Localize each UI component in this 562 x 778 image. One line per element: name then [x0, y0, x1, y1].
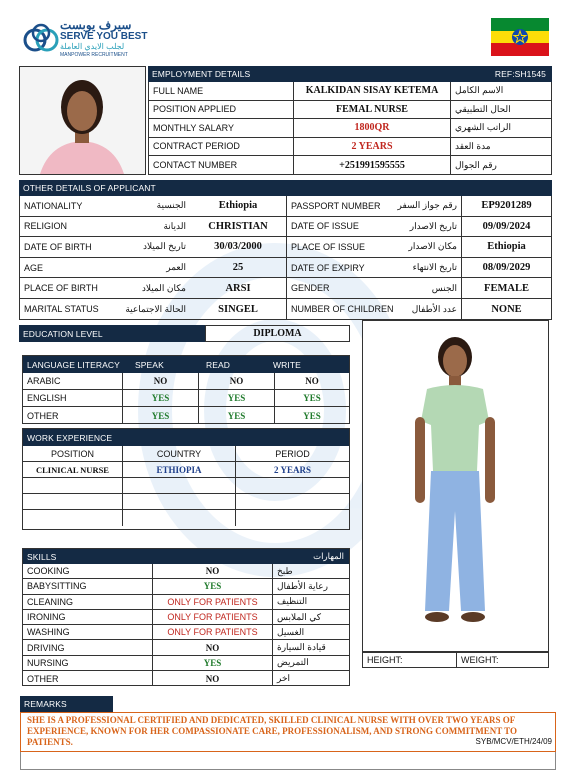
ethiopia-flag-icon	[491, 18, 549, 56]
company-logo	[22, 18, 162, 62]
skill-name-arabic: الغسيل	[277, 626, 305, 637]
language-read: YES	[199, 390, 275, 406]
work-columns	[23, 446, 349, 462]
employment-label: CONTRACT PERIOD	[149, 138, 294, 156]
language-header-read: READ	[206, 360, 231, 370]
employment-label-arabic: الراتب الشهري	[455, 122, 511, 133]
employment-row	[149, 119, 551, 138]
remarks-text: SHE IS A PROFESSIONAL CERTIFIED AND DEDICATED, SKILLED CLINICAL NURSE WITH OVER TWO YEARS OF EXPERIENCE, KNOWN FOR HER COMPASSIONATE CARE, PROFESSIONALISM, AND STRONG COMMITMENT TO PATIENTS.	[27, 715, 517, 747]
logo-sub-arabic: لجلب الايدي العاملة	[60, 42, 125, 51]
employment-row	[149, 138, 551, 157]
employment-header	[148, 66, 552, 82]
language-name: ARABIC	[23, 373, 123, 389]
other-value: 25	[190, 258, 287, 278]
skill-name: COOKING	[23, 564, 153, 578]
work-period	[236, 494, 349, 509]
remarks-header	[20, 696, 113, 712]
other-label: RELIGION	[24, 221, 68, 232]
other-details-row	[20, 217, 551, 238]
skill-value: YES	[153, 579, 273, 593]
other-label: DATE OF EXPIRY	[291, 262, 365, 273]
other-value: NONE	[491, 303, 522, 315]
other-label-arabic: تاريخ الانتهاء	[382, 258, 462, 278]
skill-row	[23, 640, 349, 655]
language-header-speak: SPEAK	[135, 360, 164, 370]
skills-table	[22, 548, 350, 686]
other-value: Ethiopia	[487, 241, 526, 253]
other-label-arabic: الديانة	[163, 220, 186, 231]
skill-name: IRONING	[23, 610, 153, 624]
other-label-arabic: عدد الأطفال	[382, 299, 462, 320]
measurements-row	[362, 652, 549, 668]
other-label-arabic: رقم جواز السفر	[382, 196, 462, 216]
employment-label: CONTACT NUMBER	[149, 156, 294, 175]
work-position	[23, 510, 123, 526]
language-read: YES	[199, 407, 275, 424]
skill-name: BABYSITTING	[23, 579, 153, 593]
skill-name: NURSING	[23, 656, 153, 670]
other-label: PLACE OF BIRTH	[24, 283, 98, 294]
other-details-row	[20, 299, 551, 320]
skill-value: ONLY FOR PATIENTS	[153, 595, 273, 609]
work-country	[123, 494, 236, 509]
employment-value: FEMAL NURSE	[294, 101, 451, 119]
employment-row	[149, 82, 551, 101]
work-col-country: COUNTRY	[123, 446, 236, 461]
skill-name: WASHING	[23, 625, 153, 639]
other-details-header	[19, 180, 552, 196]
full-body-photo	[362, 320, 549, 652]
work-position	[23, 494, 123, 509]
skill-name: CLEANING	[23, 595, 153, 609]
language-speak: YES	[123, 407, 199, 424]
other-label: DATE OF ISSUE	[291, 221, 359, 232]
other-details-row	[20, 237, 551, 258]
education-value: DIPLOMA	[205, 325, 350, 342]
other-label: GENDER	[291, 283, 330, 294]
weight-label: WEIGHT:	[461, 655, 499, 665]
other-value: Ethiopia	[190, 196, 287, 216]
skills-title-arabic: المهارات	[313, 551, 344, 561]
skill-name: OTHER	[23, 671, 153, 686]
skill-row	[23, 671, 349, 686]
other-value: FEMALE	[484, 282, 529, 294]
work-title: WORK EXPERIENCE	[27, 433, 113, 443]
language-header-title: LANGUAGE LITERACY	[27, 360, 120, 370]
language-write: YES	[303, 410, 321, 421]
logo-tagline: MANPOWER RECRUITMENT	[60, 52, 128, 58]
skill-row	[23, 564, 349, 579]
employment-value: KALKIDAN SISAY KETEMA	[294, 82, 451, 100]
other-value: 08/09/2029	[482, 262, 531, 274]
skill-name-arabic: طبخ	[277, 565, 293, 576]
other-label-arabic: تاريخ الميلاد	[143, 241, 186, 252]
employment-value: +251991595555	[294, 156, 451, 175]
full-body-image	[363, 321, 548, 651]
skill-name-arabic: التنظيف	[277, 596, 308, 607]
other-label: PLACE OF ISSUE	[291, 241, 366, 252]
skill-value: NO	[153, 640, 273, 654]
employment-label: MONTHLY SALARY	[149, 119, 294, 137]
skill-value: ONLY FOR PATIENTS	[153, 625, 273, 639]
other-label-arabic: مكان الميلاد	[141, 282, 186, 293]
other-value: EP9201289	[481, 200, 532, 212]
work-header	[23, 429, 349, 446]
language-read: NO	[199, 373, 275, 389]
other-details-table	[19, 196, 552, 320]
language-speak: NO	[123, 373, 199, 389]
work-country: ETHIOPIA	[123, 462, 236, 477]
language-write: NO	[305, 376, 319, 386]
work-country	[123, 510, 236, 526]
work-experience-table	[22, 428, 350, 530]
other-label-arabic: العمر	[166, 262, 186, 273]
language-header-write: WRITE	[273, 360, 301, 370]
language-header	[23, 356, 349, 373]
education-label: EDUCATION LEVEL	[23, 329, 103, 339]
logo-name: SERVE YOU BEST	[60, 31, 148, 42]
other-value: 09/09/2024	[482, 220, 531, 232]
work-position	[23, 478, 123, 493]
work-period: 2 YEARS	[274, 464, 311, 475]
skills-header	[23, 549, 349, 564]
passport-photo	[19, 66, 146, 175]
employment-table	[148, 82, 552, 175]
work-country	[123, 478, 236, 493]
skill-value: ONLY FOR PATIENTS	[153, 610, 273, 624]
language-speak: YES	[123, 390, 199, 406]
skill-row	[23, 595, 349, 610]
skill-name-arabic: قيادة السيارة	[277, 642, 326, 653]
education-header	[19, 325, 205, 342]
work-position: CLINICAL NURSE	[23, 462, 123, 477]
language-table	[22, 355, 350, 424]
language-write: YES	[303, 393, 321, 403]
language-row	[23, 407, 349, 424]
other-label-arabic: مكان الاصدار	[382, 237, 462, 257]
remarks-title: REMARKS	[24, 699, 67, 709]
skill-value: YES	[153, 656, 273, 670]
work-row	[23, 494, 349, 510]
other-details-row	[20, 196, 551, 217]
work-row	[23, 510, 349, 526]
employment-row	[149, 101, 551, 120]
work-col-position: POSITION	[23, 446, 123, 461]
work-row	[23, 478, 349, 494]
employment-label-arabic: رقم الجوال	[455, 159, 497, 170]
work-period	[236, 510, 349, 526]
other-value: CHRISTIAN	[190, 217, 287, 237]
skill-value: NO	[153, 564, 273, 578]
skill-row	[23, 625, 349, 640]
other-label: NUMBER OF CHILDREN	[291, 304, 394, 315]
employment-label: POSITION APPLIED	[149, 101, 294, 119]
other-label-arabic: الحالة الاجتماعية	[125, 303, 186, 314]
portrait-image	[20, 67, 145, 174]
employment-label-arabic: الاسم الكامل	[455, 85, 504, 96]
remarks-blank-row	[20, 752, 556, 770]
logo-knot-icon	[22, 22, 60, 58]
skill-name-arabic: كي الملابس	[277, 611, 322, 622]
other-value: ARSI	[190, 278, 287, 298]
other-label-arabic: الجنس	[382, 278, 462, 298]
other-details-row	[20, 278, 551, 299]
work-col-period: PERIOD	[275, 448, 310, 459]
other-value: SINGEL	[190, 299, 287, 320]
language-row	[23, 373, 349, 390]
skill-name-arabic: التمريض	[277, 657, 309, 668]
other-label: NATIONALITY	[24, 200, 83, 211]
ref-number: REF:SH1545	[494, 69, 546, 79]
employment-title: EMPLOYMENT DETAILS	[152, 69, 251, 79]
other-value: 30/03/2000	[190, 237, 287, 257]
employment-value: 2 YEARS	[294, 138, 451, 156]
skill-row	[23, 579, 349, 594]
language-name: OTHER	[23, 407, 123, 424]
other-details-title: OTHER DETAILS OF APPLICANT	[23, 183, 156, 193]
language-row	[23, 390, 349, 407]
other-details-row	[20, 258, 551, 279]
other-label: MARITAL STATUS	[24, 304, 99, 315]
other-label: AGE	[24, 262, 44, 273]
height-label: HEIGHT:	[363, 653, 457, 667]
skill-name-arabic: رعاية الأطفال	[277, 580, 328, 591]
work-row	[23, 462, 349, 478]
skill-row	[23, 656, 349, 671]
other-label-arabic: الجنسية	[156, 200, 186, 211]
skills-title: SKILLS	[27, 552, 57, 562]
document-code: SYB/MCV/ETH/24/09	[475, 737, 552, 746]
language-name: ENGLISH	[23, 390, 123, 406]
skill-row	[23, 610, 349, 625]
employment-value: 1800QR	[294, 119, 451, 137]
work-period	[236, 478, 349, 493]
remarks-box	[20, 712, 556, 752]
employment-label-arabic: الحال التطبيقي	[455, 103, 511, 114]
other-label-arabic: تاريخ الاصدار	[382, 217, 462, 237]
skill-value: NO	[153, 671, 273, 686]
skill-name-arabic: اخر	[277, 673, 291, 684]
logo-arabic: سيرف يوبست	[60, 18, 132, 32]
employment-label: FULL NAME	[149, 82, 294, 100]
employment-label-arabic: مدة العقد	[455, 140, 491, 151]
employment-row	[149, 156, 551, 175]
skill-name: DRIVING	[23, 640, 153, 654]
other-label: PASSPORT NUMBER	[291, 200, 381, 211]
other-label: DATE OF BIRTH	[24, 241, 92, 252]
